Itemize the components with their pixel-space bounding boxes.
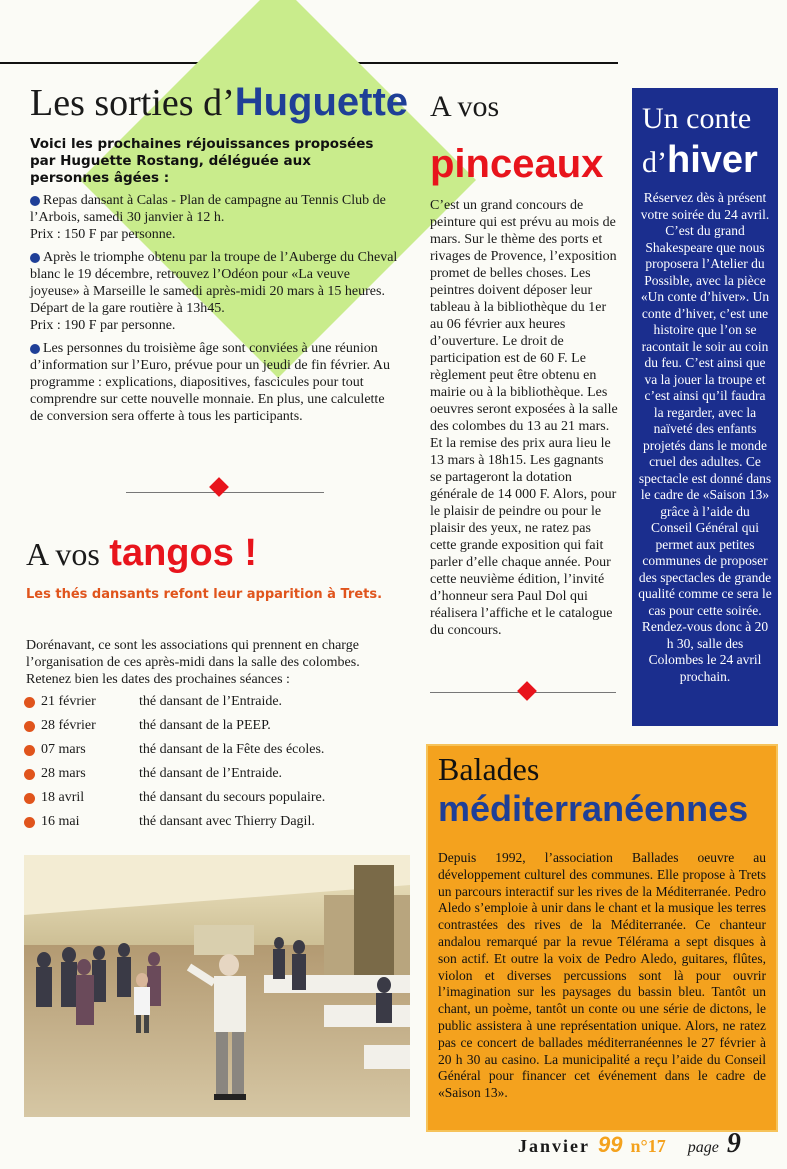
footer-page-word: page bbox=[687, 1139, 719, 1156]
huguette-lead: Voici les prochaines réjouissances proposées par Huguette Rostang, déléguée aux personnes âgées : bbox=[30, 136, 374, 186]
huguette-item: Les personnes du troisième âge sont conviées à une réunion d’information sur l’Euro, prévue pour un jeudi de fin février. Au programme : explications, diapositives, fascicules pour tout comprendre sur cette nouvelle monnaie. En plus, une calculette de conversion sera offerte à tous les participants. bbox=[30, 341, 391, 424]
huguette-items bbox=[30, 192, 398, 429]
bullet-icon bbox=[30, 344, 40, 354]
list-item: 16 mai thé dansant avec Thierry Dagil. bbox=[24, 810, 404, 834]
footer-year: 99 bbox=[598, 1132, 623, 1157]
huguette-item: Repas dansant à Calas - Plan de campagne au Tennis Club de l’Arbois, samedi 30 janvier à 12 h. bbox=[30, 193, 386, 225]
hiver-title-b: d’hiver bbox=[642, 139, 758, 181]
balades-text: Depuis 1992, l’association Ballades oeuvre au développement culturel des communes. Elle propose à Trets un parcours interactif sur les rives de la Méditerranée. Pedro Aledo s’emploie à unir dans le chant et la musique les terres contrastées des rives de la Méditerranée. Ce chanteur andalou remarqué par la revue Télérama a sept disques à son actif. Et outre la voix de Pedro Aledo, guitares, flûtes, violon et diverses percussions sont là pour ouvrir l’imagination sur les paysages du bassin bleu. Tantôt un chant, un poème, tantôt un conte ou une série de dictons, le public assistera à une représentation unique. Alors, ne ratez pas ce concert de ballades méditerranéennes le 27 février à 20 h 30 au casino. La municipalité a reçu l’aide du Conseil Général pour financer cet événement dans le cadre de «Saison 13». bbox=[438, 850, 766, 1101]
orange-bullet-icon bbox=[24, 745, 35, 756]
list-item: 21 février thé dansant de l’Entraide. bbox=[24, 690, 404, 714]
conte-hiver-box bbox=[632, 88, 778, 726]
tangos-intro: Dorénavant, ce sont les associations qui prennent en charge l’organisation de ces après-midi dans la salle des colombes. Retenez bien les dates des prochaines séances : bbox=[26, 638, 360, 687]
dance-hall-photo bbox=[24, 855, 410, 1117]
bullet-icon bbox=[30, 253, 40, 263]
footer-month: Janvier bbox=[518, 1136, 590, 1156]
tangos-title-small: A vos bbox=[26, 536, 100, 572]
footer bbox=[518, 1128, 741, 1160]
pinceaux-text: C’est un grand concours de peinture qui est prévu au mois de mars. Sur le thème des ports et rivages de Provence, l’exposition promet de belles choses. Les peintres doivent déposer leur tableau à la bibliothèque du 1er au 06 février aux heures d’ouverture. Le droit de participation est de 60 F. Le règlement peut être obtenu en mairie ou à la bibliothèque. Les oeuvres seront exposées à la salle des colombes du 13 au 21 mars. Et la remise des prix aura lieu le 13 mars à 18h15. Les gagnants se partageront la dotation générale de 14 000 F. Alors, pour le plaisir de peindre ou pour le plaisir des yeux, ne ratez pas cette grande exposition qui fait parler d’elle chaque année. Pour cette neuvième édition, l’invité d’honneur sera Paul Dol qui réalisera l’affiche et le catalogue du concours. bbox=[430, 198, 618, 638]
pinceaux-title-big: pinceaux bbox=[430, 142, 604, 186]
hiver-title-a: Un conte bbox=[642, 102, 752, 135]
separator bbox=[126, 492, 324, 493]
tangos-title bbox=[26, 534, 257, 572]
tangos-title-big: tangos ! bbox=[109, 532, 258, 574]
tangos-dates-list bbox=[24, 690, 404, 834]
footer-page-number: 9 bbox=[726, 1128, 741, 1159]
bullet-icon bbox=[30, 196, 40, 206]
footer-issue: n°17 bbox=[630, 1136, 666, 1156]
orange-bullet-icon bbox=[24, 697, 35, 708]
balades-box bbox=[426, 744, 778, 1132]
list-item: 18 avril thé dansant du secours populaire. bbox=[24, 786, 404, 810]
balades-title-b: méditerranéennes bbox=[438, 788, 749, 829]
tangos-lead: Les thés dansants refont leur apparition à Trets. bbox=[26, 587, 383, 602]
orange-bullet-icon bbox=[24, 817, 35, 828]
dance-photo-image bbox=[24, 855, 410, 1117]
orange-bullet-icon bbox=[24, 769, 35, 780]
huguette-item: Départ de la gare routière à 13h45. bbox=[30, 301, 225, 316]
list-item: 28 février thé dansant de la PEEP. bbox=[24, 714, 404, 738]
list-item: 07 mars thé dansant de la Fête des écoles. bbox=[24, 738, 404, 762]
orange-bullet-icon bbox=[24, 793, 35, 804]
balades-title-a: Balades bbox=[438, 751, 540, 787]
huguette-title-big: Huguette bbox=[234, 80, 409, 124]
list-item: 28 mars thé dansant de l’Entraide. bbox=[24, 762, 404, 786]
huguette-item: Prix : 150 F par personne. bbox=[30, 227, 176, 242]
hiver-text: Réservez dès à présent votre soirée du 24 avril. C’est du grand Shakespeare que nous proposera l’Atelier du Possible, avec la pièce «Un conte d’hiver». Un conte d’hiver, c’est une histoire que l’on se racontait le soir au coin du feu. C’est ainsi que va la jouer la troupe et c’est ainsi qu’il faudra la regarder, avec la naïveté des enfants projetés dans le monde cruel des adultes. Ce spectacle est donné dans le cadre de «Saison 13» grâce à l’aide du Conseil Général qui permet aux petites communes de proposer des spectacles de grande qualité comme ce sera le cas pour cette soirée. Rendez-vous donc à 20 h 30, salle des Colombes le 24 avril prochain. bbox=[638, 190, 772, 684]
orange-bullet-icon bbox=[24, 721, 35, 732]
huguette-title-small: Les sorties d’ bbox=[30, 82, 235, 124]
pinceaux-title-small: A vos bbox=[430, 90, 500, 123]
huguette-title bbox=[30, 82, 408, 122]
huguette-item: Prix : 190 F par personne. bbox=[30, 318, 176, 333]
huguette-item: Après le triomphe obtenu par la troupe de l’Auberge du Cheval blanc le 19 décembre, retrouvez l’Odéon pour «La veuve joyeuse» à Marseille le samedi après-midi 20 mars à 15 heures. bbox=[30, 250, 398, 299]
red-diamond-icon bbox=[209, 477, 229, 497]
red-diamond-icon bbox=[517, 681, 537, 701]
